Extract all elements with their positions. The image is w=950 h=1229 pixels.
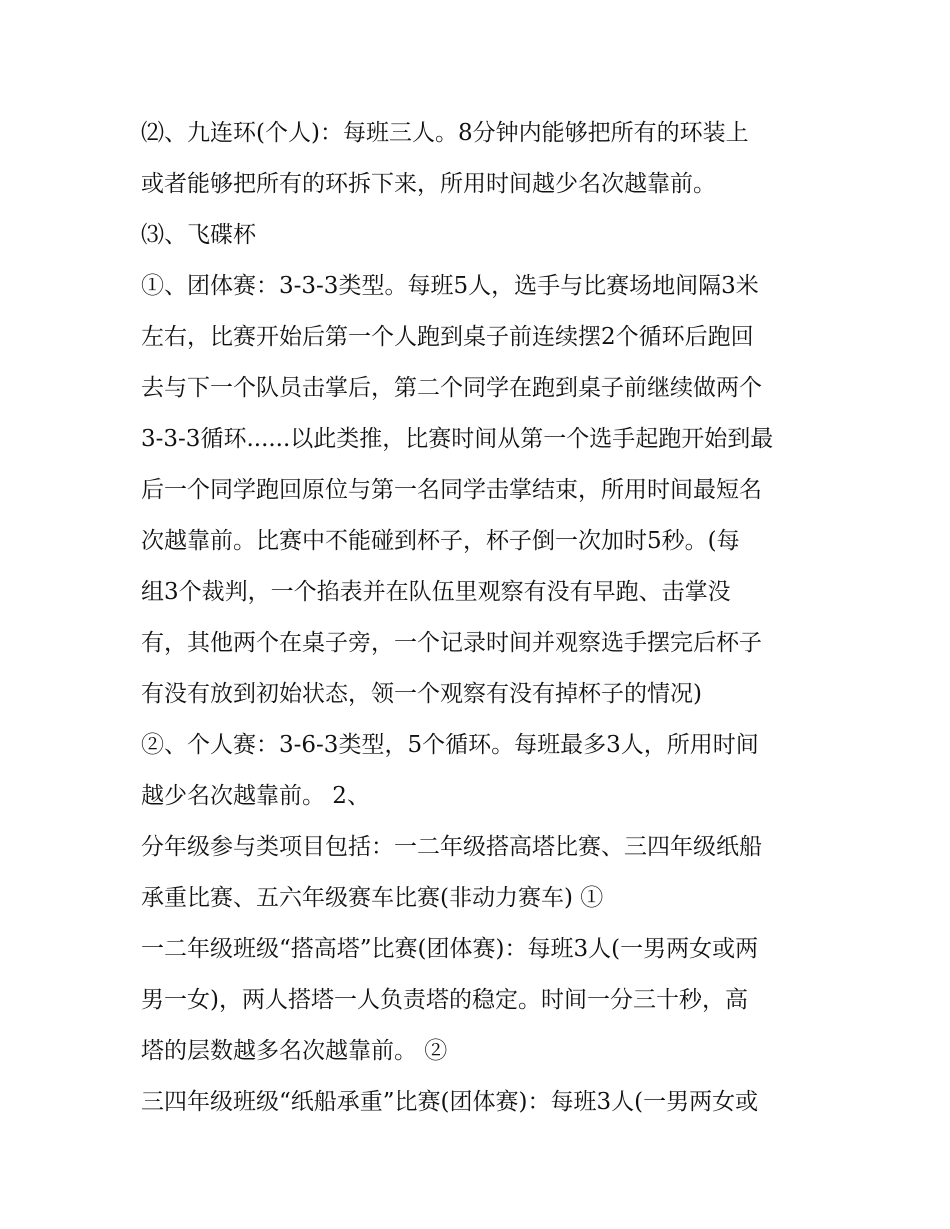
text-line: 有，其他两个在桌子旁，一个记录时间并观察选手摆完后杯子: [141, 630, 762, 656]
text-line: 塔的层数越多名次越靠前。 ②: [141, 1038, 448, 1064]
text-line: 左右，比赛开始后第一个人跑到桌子前连续摆2个循环后跑回: [141, 324, 754, 350]
text-line: 后一个同学跑回原位与第一名同学击掌结束，所用时间最短名: [141, 477, 762, 503]
text-line: 男一女)，两人搭塔一人负责塔的稳定。时间一分三十秒，高: [141, 987, 748, 1013]
text-line: 3-3-3循环......以此类推，比赛时间从第一个选手起跑开始到最: [141, 426, 774, 452]
text-line: 去与下一个队员击掌后，第二个同学在跑到桌子前继续做两个: [141, 375, 762, 401]
text-line: 或者能够把所有的环拆下来，所用时间越少名次越靠前。: [141, 171, 716, 197]
document-body: [141, 108, 816, 1128]
text-line: 有没有放到初始状态，领一个观察有没有掉杯子的情况): [141, 681, 702, 707]
text-line: 组3个裁判，一个掐表并在队伍里观察有没有早跑、击掌没: [141, 579, 731, 605]
text-line: ①、团体赛：3-3-3类型。每班5人，选手与比赛场地间隔3米: [141, 273, 759, 299]
text-line: 分年级参与类项目包括：一二年级搭高塔比赛、三四年级纸船: [141, 834, 762, 860]
text-line: 越少名次越靠前。 2、: [141, 783, 370, 809]
text-line: 一二年级班级“搭高塔”比赛(团体赛)：每班3人(一男两女或两: [141, 936, 759, 962]
text-line: ②、个人赛：3-6-3类型，5个循环。每班最多3人，所用时间: [141, 732, 759, 758]
text-line: ⑵、九连环(个人)：每班三人。8分钟内能够把所有的环装上: [141, 120, 749, 146]
text-line: 承重比赛、五六年级赛车比赛(非动力赛车) ①: [141, 885, 604, 911]
text-line: 三四年级班级“纸船承重”比赛(团体赛)：每班3人(一男两女或: [141, 1089, 759, 1115]
text-line: 次越靠前。比赛中不能碰到杯子，杯子倒一次加时5秒。(每: [141, 528, 740, 554]
section-heading: ⑶、飞碟杯: [141, 222, 256, 248]
